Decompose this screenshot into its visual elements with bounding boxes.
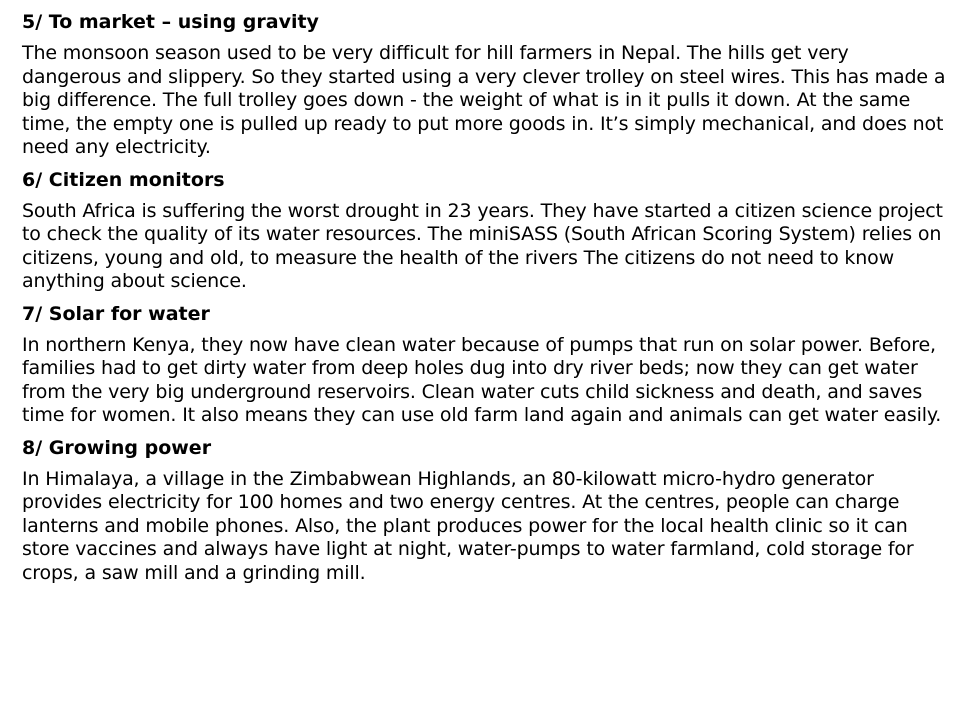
section-heading: 5/ To market – using gravity: [22, 11, 319, 33]
document-page: [22, 8, 950, 591]
section-solar-for-water: [22, 300, 950, 428]
section-body: South Africa is suffering the worst drought in 23 years. They have started a citizen science project to check the quality of its water resources. The miniSASS (South African Scoring System) relies on citizens, young and old, to measure the health of the rivers The citizens do not need to know anything about science.: [22, 199, 943, 292]
section-growing-power: [22, 434, 950, 586]
section-heading: 8/ Growing power: [22, 436, 212, 459]
section-to-market: [22, 8, 950, 160]
section-heading: 7/ Solar for water: [22, 302, 210, 325]
section-body: The monsoon season used to be very difficult for hill farmers in Nepal. The hills get very dangerous and slippery. So they started using a very clever trolley on steel wires. This has made a big difference. The full trolley goes down - the weight of what is in it pulls it down. At the same time, the empty one is pulled up ready to put more goods in. It’s simply mechanical, and does not need any electricity.: [22, 42, 946, 158]
section-body: In Himalaya, a village in the Zimbabwean Highlands, an 80-kilowatt micro-hydro generator provides electricity for 100 homes and two energy centres. At the centres, people can charge lanterns and mobile phones. Also, the plant produces power for the local health clinic so it can store vaccines and always have light at night, water-pumps to water farmland, cold storage for crops, a saw mill and a grinding mill.: [22, 467, 914, 584]
section-citizen-monitors: [22, 166, 950, 294]
section-heading: 6/ Citizen monitors: [22, 168, 225, 191]
section-body: In northern Kenya, they now have clean water because of pumps that run on solar power. Before, families had to get dirty water from deep holes dug into dry river beds; now they can get water from the very big underground reservoirs. Clean water cuts child sickness and death, and saves time for women. It also means they can use old farm land again and animals can get water easily.: [22, 333, 942, 426]
